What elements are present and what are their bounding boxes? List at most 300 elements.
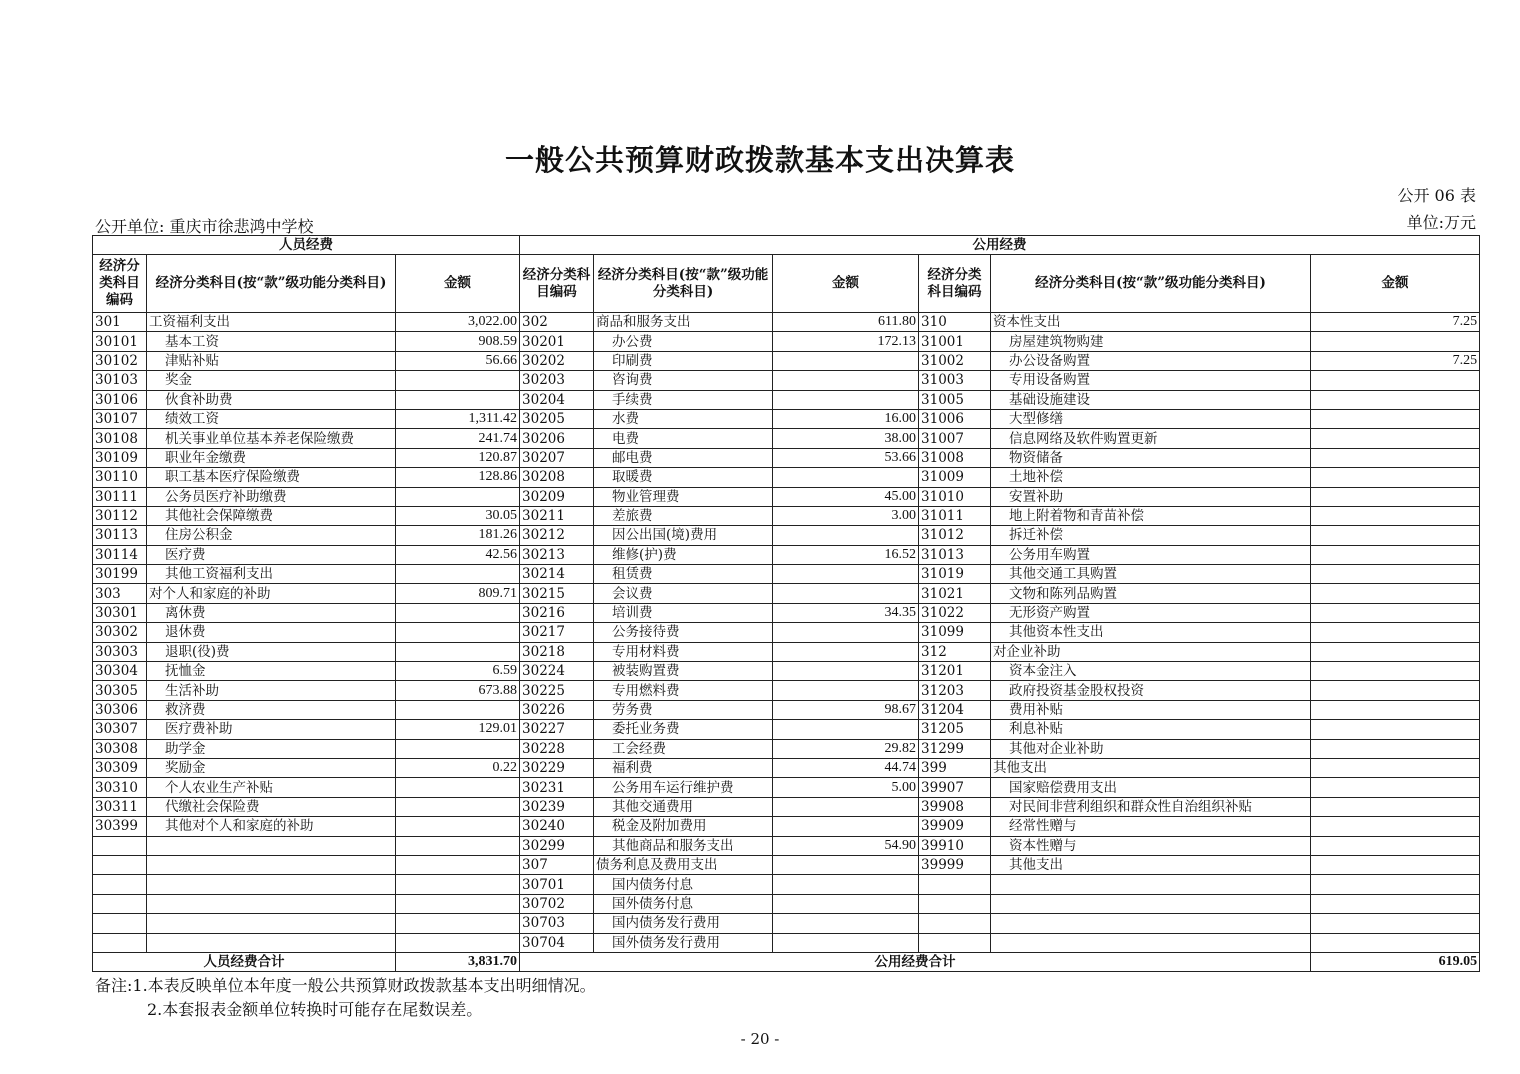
page-title: 一般公共预算财政拨款基本支出决算表 (504, 143, 1015, 177)
cell-b-name: 债务利息及费用支出 (594, 855, 773, 874)
cell-b-name: 维修(护)费 (594, 545, 773, 564)
cell-c-amount (1311, 371, 1480, 390)
cell-b-name: 商品和服务支出 (594, 313, 773, 332)
cell-b-amount (773, 855, 919, 874)
table-row (93, 739, 1480, 758)
cell-c-code: 399 (919, 758, 991, 777)
table-row (93, 642, 1480, 661)
cell-a-name: 基本工资 (147, 332, 396, 351)
cell-c-amount (1311, 894, 1480, 913)
cell-a-code: 30106 (93, 390, 147, 409)
cell-c-amount (1311, 855, 1480, 874)
cell-b-name: 印刷费 (594, 351, 773, 370)
cell-b-name: 其他商品和服务支出 (594, 836, 773, 855)
cell-b-code: 30206 (520, 429, 594, 448)
cell-b-code: 30204 (520, 390, 594, 409)
table-row (93, 623, 1480, 642)
column-header-row (93, 255, 1480, 313)
cell-c-name: 其他交通工具购置 (991, 565, 1311, 584)
cell-b-code: 30215 (520, 584, 594, 603)
cell-c-amount (1311, 681, 1480, 700)
cell-b-name: 手续费 (594, 390, 773, 409)
cell-c-name: 安置补助 (991, 487, 1311, 506)
cell-a-name: 机关事业单位基本养老保险缴费 (147, 429, 396, 448)
cell-c-code: 39907 (919, 778, 991, 797)
cell-a-code (93, 855, 147, 874)
cell-c-code: 31204 (919, 700, 991, 719)
cell-a-name: 住房公积金 (147, 526, 396, 545)
cell-b-code: 30703 (520, 914, 594, 933)
cell-c-name: 其他资本性支出 (991, 623, 1311, 642)
cell-a-amount (396, 642, 520, 661)
cell-c-name (991, 914, 1311, 933)
cell-a-amount (396, 914, 520, 933)
cell-c-name: 基础设施建设 (991, 390, 1311, 409)
cell-b-amount (773, 468, 919, 487)
cell-b-code: 30701 (520, 875, 594, 894)
cell-b-code: 30704 (520, 933, 594, 952)
cell-c-name: 经常性赠与 (991, 817, 1311, 836)
cell-c-name: 资本性支出 (991, 313, 1311, 332)
cell-c-amount (1311, 817, 1480, 836)
cell-b-code: 30224 (520, 662, 594, 681)
group-header-personnel: 人员经费 (93, 236, 520, 255)
cell-c-code: 31099 (919, 623, 991, 642)
table-row (93, 448, 1480, 467)
cell-c-name: 利息补贴 (991, 720, 1311, 739)
cell-a-code: 30111 (93, 487, 147, 506)
cell-b-code: 30207 (520, 448, 594, 467)
cell-b-name: 专用材料费 (594, 642, 773, 661)
cell-c-code: 31012 (919, 526, 991, 545)
cell-b-code: 30212 (520, 526, 594, 545)
cell-a-amount (396, 739, 520, 758)
cell-b-amount (773, 681, 919, 700)
cell-b-name: 因公出国(境)费用 (594, 526, 773, 545)
cell-b-amount: 44.74 (773, 758, 919, 777)
cell-a-name: 生活补助 (147, 681, 396, 700)
table-row (93, 545, 1480, 564)
cell-a-amount: 120.87 (396, 448, 520, 467)
cell-b-amount: 29.82 (773, 739, 919, 758)
public-total-value: 619.05 (1311, 952, 1480, 971)
cell-b-code: 307 (520, 855, 594, 874)
cell-c-name: 国家赔偿费用支出 (991, 778, 1311, 797)
cell-b-amount (773, 933, 919, 952)
cell-b-amount (773, 642, 919, 661)
cell-a-name: 奖励金 (147, 758, 396, 777)
cell-a-code: 30110 (93, 468, 147, 487)
cell-c-name: 大型修缮 (991, 409, 1311, 428)
cell-c-code: 39999 (919, 855, 991, 874)
cell-b-name: 会议费 (594, 584, 773, 603)
col-header-code-a: 经济分类科目编码 (93, 255, 147, 313)
cell-a-code: 30101 (93, 332, 147, 351)
cell-a-name: 救济费 (147, 700, 396, 719)
cell-b-name: 办公费 (594, 332, 773, 351)
cell-a-name: 公务员医疗补助缴费 (147, 487, 396, 506)
cell-a-code: 30311 (93, 797, 147, 816)
cell-b-code: 30227 (520, 720, 594, 739)
col-header-amount-a: 金额 (396, 255, 520, 313)
table-row (93, 584, 1480, 603)
cell-c-amount (1311, 429, 1480, 448)
cell-b-amount: 611.80 (773, 313, 919, 332)
cell-a-code (93, 914, 147, 933)
cell-c-amount (1311, 487, 1480, 506)
cell-c-name (991, 875, 1311, 894)
col-header-amount-c: 金额 (1311, 255, 1480, 313)
cell-c-code: 31005 (919, 390, 991, 409)
cell-c-amount (1311, 545, 1480, 564)
cell-b-code: 30217 (520, 623, 594, 642)
cell-b-name: 电费 (594, 429, 773, 448)
cell-a-code: 30114 (93, 545, 147, 564)
cell-c-name: 文物和陈列品购置 (991, 584, 1311, 603)
cell-c-name: 政府投资基金股权投资 (991, 681, 1311, 700)
table-row (93, 914, 1480, 933)
cell-b-name: 公务接待费 (594, 623, 773, 642)
cell-b-amount: 3.00 (773, 506, 919, 525)
cell-a-amount (396, 797, 520, 816)
cell-b-name: 取暖费 (594, 468, 773, 487)
cell-c-code: 31008 (919, 448, 991, 467)
cell-c-code (919, 894, 991, 913)
cell-a-code: 30302 (93, 623, 147, 642)
cell-a-name: 职业年金缴费 (147, 448, 396, 467)
form-number: 公开 06 表 (1397, 186, 1476, 205)
cell-a-name: 个人农业生产补贴 (147, 778, 396, 797)
cell-b-name: 国外债务发行费用 (594, 933, 773, 952)
cell-a-name (147, 933, 396, 952)
cell-c-amount (1311, 836, 1480, 855)
cell-b-code: 30214 (520, 565, 594, 584)
cell-a-name: 抚恤金 (147, 662, 396, 681)
cell-b-amount: 172.13 (773, 332, 919, 351)
totals-row (93, 952, 1480, 971)
cell-c-code: 31299 (919, 739, 991, 758)
cell-b-code: 30240 (520, 817, 594, 836)
cell-a-code: 30305 (93, 681, 147, 700)
cell-c-amount (1311, 623, 1480, 642)
cell-a-code: 30102 (93, 351, 147, 370)
table-row (93, 778, 1480, 797)
table-row (93, 875, 1480, 894)
cell-c-code: 39908 (919, 797, 991, 816)
cell-b-amount (773, 797, 919, 816)
cell-c-amount (1311, 468, 1480, 487)
cell-b-code: 30229 (520, 758, 594, 777)
cell-a-code: 30307 (93, 720, 147, 739)
cell-a-code: 30107 (93, 409, 147, 428)
col-header-code-b: 经济分类科目编码 (520, 255, 594, 313)
cell-a-amount (396, 371, 520, 390)
cell-c-amount (1311, 700, 1480, 719)
cell-b-code: 30216 (520, 603, 594, 622)
cell-c-code (919, 875, 991, 894)
cell-c-code (919, 914, 991, 933)
cell-a-code: 303 (93, 584, 147, 603)
cell-b-code: 30239 (520, 797, 594, 816)
cell-c-name: 拆迁补偿 (991, 526, 1311, 545)
cell-a-amount (396, 855, 520, 874)
cell-c-name: 办公设备购置 (991, 351, 1311, 370)
cell-b-amount: 54.90 (773, 836, 919, 855)
cell-a-amount: 42.56 (396, 545, 520, 564)
cell-a-name: 离休费 (147, 603, 396, 622)
cell-c-amount (1311, 797, 1480, 816)
cell-a-name: 职工基本医疗保险缴费 (147, 468, 396, 487)
cell-a-amount (396, 817, 520, 836)
cell-c-name: 对民间非营利组织和群众性自治组织补贴 (991, 797, 1311, 816)
table-row (93, 855, 1480, 874)
cell-c-name: 无形资产购置 (991, 603, 1311, 622)
cell-c-code: 31021 (919, 584, 991, 603)
cell-b-code: 30208 (520, 468, 594, 487)
cell-c-amount: 7.25 (1311, 313, 1480, 332)
cell-b-amount (773, 584, 919, 603)
cell-b-name: 国外债务付息 (594, 894, 773, 913)
cell-b-amount: 34.35 (773, 603, 919, 622)
cell-c-name: 公务用车购置 (991, 545, 1311, 564)
table-row (93, 758, 1480, 777)
cell-b-amount: 45.00 (773, 487, 919, 506)
table-row (93, 351, 1480, 370)
cell-c-code: 31022 (919, 603, 991, 622)
note-2: 2.本套报表金额单位转换时可能存在尾数误差。 (147, 1000, 483, 1019)
cell-b-amount: 16.52 (773, 545, 919, 564)
cell-b-amount (773, 390, 919, 409)
table-row (93, 506, 1480, 525)
cell-a-amount (396, 894, 520, 913)
cell-b-amount: 38.00 (773, 429, 919, 448)
cell-c-name (991, 894, 1311, 913)
table-row (93, 332, 1480, 351)
cell-c-code: 31010 (919, 487, 991, 506)
cell-c-name: 其他支出 (991, 758, 1311, 777)
cell-a-amount (396, 390, 520, 409)
cell-b-code: 30203 (520, 371, 594, 390)
cell-a-name (147, 914, 396, 933)
cell-a-name: 工资福利支出 (147, 313, 396, 332)
cell-b-name: 咨询费 (594, 371, 773, 390)
cell-c-code: 39910 (919, 836, 991, 855)
table-row (93, 603, 1480, 622)
table-row (93, 468, 1480, 487)
page-number: - 20 - (740, 1030, 780, 1048)
cell-a-amount (396, 700, 520, 719)
cell-b-name: 国内债务付息 (594, 875, 773, 894)
cell-c-code: 39909 (919, 817, 991, 836)
cell-a-amount: 1,311.42 (396, 409, 520, 428)
cell-a-name: 对个人和家庭的补助 (147, 584, 396, 603)
cell-c-name: 房屋建筑物购建 (991, 332, 1311, 351)
cell-c-amount (1311, 390, 1480, 409)
cell-a-code (93, 894, 147, 913)
cell-a-code: 30199 (93, 565, 147, 584)
cell-b-code: 302 (520, 313, 594, 332)
cell-b-code: 30209 (520, 487, 594, 506)
cell-c-amount (1311, 875, 1480, 894)
cell-a-amount: 809.71 (396, 584, 520, 603)
cell-b-code: 30211 (520, 506, 594, 525)
cell-b-name: 税金及附加费用 (594, 817, 773, 836)
cell-a-code (93, 875, 147, 894)
cell-c-code: 31201 (919, 662, 991, 681)
cell-b-name: 委托业务费 (594, 720, 773, 739)
cell-a-code (93, 933, 147, 952)
cell-c-amount (1311, 332, 1480, 351)
cell-b-name: 其他交通费用 (594, 797, 773, 816)
cell-b-name: 水费 (594, 409, 773, 428)
table-row (93, 565, 1480, 584)
cell-c-amount (1311, 739, 1480, 758)
cell-b-name: 福利费 (594, 758, 773, 777)
cell-a-code: 30301 (93, 603, 147, 622)
cell-b-code: 30231 (520, 778, 594, 797)
table-row (93, 409, 1480, 428)
cell-a-amount: 181.26 (396, 526, 520, 545)
cell-a-amount (396, 623, 520, 642)
cell-c-amount (1311, 758, 1480, 777)
cell-b-name: 工会经费 (594, 739, 773, 758)
group-header-row (93, 236, 1480, 255)
cell-c-name: 其他对企业补助 (991, 739, 1311, 758)
cell-b-name: 租赁费 (594, 565, 773, 584)
table-row (93, 429, 1480, 448)
cell-a-name: 其他工资福利支出 (147, 565, 396, 584)
cell-a-name: 伙食补助费 (147, 390, 396, 409)
cell-a-name: 奖金 (147, 371, 396, 390)
cell-a-amount (396, 836, 520, 855)
cell-b-amount (773, 662, 919, 681)
cell-c-name: 资本金注入 (991, 662, 1311, 681)
cell-c-amount (1311, 565, 1480, 584)
cell-c-name: 专用设备购置 (991, 371, 1311, 390)
cell-b-name: 被装购置费 (594, 662, 773, 681)
cell-a-name: 退职(役)费 (147, 642, 396, 661)
cell-a-name: 其他对个人和家庭的补助 (147, 817, 396, 836)
table-row (93, 700, 1480, 719)
cell-b-code: 30225 (520, 681, 594, 700)
cell-b-code: 30205 (520, 409, 594, 428)
cell-c-amount (1311, 448, 1480, 467)
cell-a-amount: 0.22 (396, 758, 520, 777)
cell-a-name: 其他社会保障缴费 (147, 506, 396, 525)
cell-a-amount: 3,022.00 (396, 313, 520, 332)
cell-c-name (991, 933, 1311, 952)
cell-b-amount: 53.66 (773, 448, 919, 467)
cell-c-name: 费用补贴 (991, 700, 1311, 719)
cell-a-amount: 128.86 (396, 468, 520, 487)
cell-a-amount (396, 603, 520, 622)
cell-a-name (147, 855, 396, 874)
cell-c-code: 31003 (919, 371, 991, 390)
cell-a-amount (396, 933, 520, 952)
cell-b-amount: 5.00 (773, 778, 919, 797)
cell-b-amount: 16.00 (773, 409, 919, 428)
cell-a-amount (396, 778, 520, 797)
cell-c-name: 信息网络及软件购置更新 (991, 429, 1311, 448)
col-header-name-c: 经济分类科目(按“款”级功能分类科目) (991, 255, 1311, 313)
cell-a-name (147, 836, 396, 855)
public-total-label: 公用经费合计 (520, 952, 1311, 971)
cell-a-name: 津贴补贴 (147, 351, 396, 370)
cell-a-amount: 6.59 (396, 662, 520, 681)
cell-b-name: 差旅费 (594, 506, 773, 525)
cell-a-amount: 56.66 (396, 351, 520, 370)
cell-b-amount: 98.67 (773, 700, 919, 719)
cell-b-amount (773, 720, 919, 739)
cell-b-name: 劳务费 (594, 700, 773, 719)
cell-a-code: 30103 (93, 371, 147, 390)
cell-a-amount: 241.74 (396, 429, 520, 448)
cell-a-amount (396, 565, 520, 584)
cell-c-amount (1311, 662, 1480, 681)
col-header-code-c: 经济分类科目编码 (919, 255, 991, 313)
cell-a-name: 退休费 (147, 623, 396, 642)
table-row (93, 681, 1480, 700)
table-row (93, 487, 1480, 506)
cell-b-amount (773, 526, 919, 545)
cell-a-amount: 908.59 (396, 332, 520, 351)
cell-b-code: 30213 (520, 545, 594, 564)
cell-c-amount (1311, 778, 1480, 797)
cell-b-name: 邮电费 (594, 448, 773, 467)
cell-b-name: 专用燃料费 (594, 681, 773, 700)
reporting-unit: 公开单位: 重庆市徐悲鸿中学校 (95, 217, 314, 236)
cell-b-amount (773, 875, 919, 894)
cell-c-name: 物资储备 (991, 448, 1311, 467)
personnel-total-value: 3,831.70 (396, 952, 520, 971)
cell-c-amount (1311, 642, 1480, 661)
cell-a-code: 30303 (93, 642, 147, 661)
cell-a-code: 30112 (93, 506, 147, 525)
table-row (93, 836, 1480, 855)
cell-c-name: 资本性赠与 (991, 836, 1311, 855)
cell-c-amount (1311, 526, 1480, 545)
cell-c-amount (1311, 584, 1480, 603)
table-row (93, 526, 1480, 545)
cell-c-code: 31007 (919, 429, 991, 448)
table-row (93, 894, 1480, 913)
cell-a-code: 301 (93, 313, 147, 332)
cell-c-amount (1311, 506, 1480, 525)
table-row (93, 797, 1480, 816)
table-row (93, 720, 1480, 739)
table-row (93, 390, 1480, 409)
cell-b-amount (773, 565, 919, 584)
cell-c-code: 31011 (919, 506, 991, 525)
cell-c-name: 地上附着物和青苗补偿 (991, 506, 1311, 525)
cell-c-name: 其他支出 (991, 855, 1311, 874)
cell-a-code: 30109 (93, 448, 147, 467)
cell-a-code: 30113 (93, 526, 147, 545)
cell-a-name: 医疗费补助 (147, 720, 396, 739)
notes (95, 974, 596, 1022)
cell-b-code: 30226 (520, 700, 594, 719)
group-header-public: 公用经费 (520, 236, 1480, 255)
cell-c-code: 31203 (919, 681, 991, 700)
cell-c-name: 土地补偿 (991, 468, 1311, 487)
cell-c-amount (1311, 933, 1480, 952)
cell-c-code: 310 (919, 313, 991, 332)
cell-c-code (919, 933, 991, 952)
table-row (93, 662, 1480, 681)
cell-c-code: 31009 (919, 468, 991, 487)
cell-a-code: 30310 (93, 778, 147, 797)
col-header-name-b: 经济分类科目(按“款”级功能分类科目) (594, 255, 773, 313)
